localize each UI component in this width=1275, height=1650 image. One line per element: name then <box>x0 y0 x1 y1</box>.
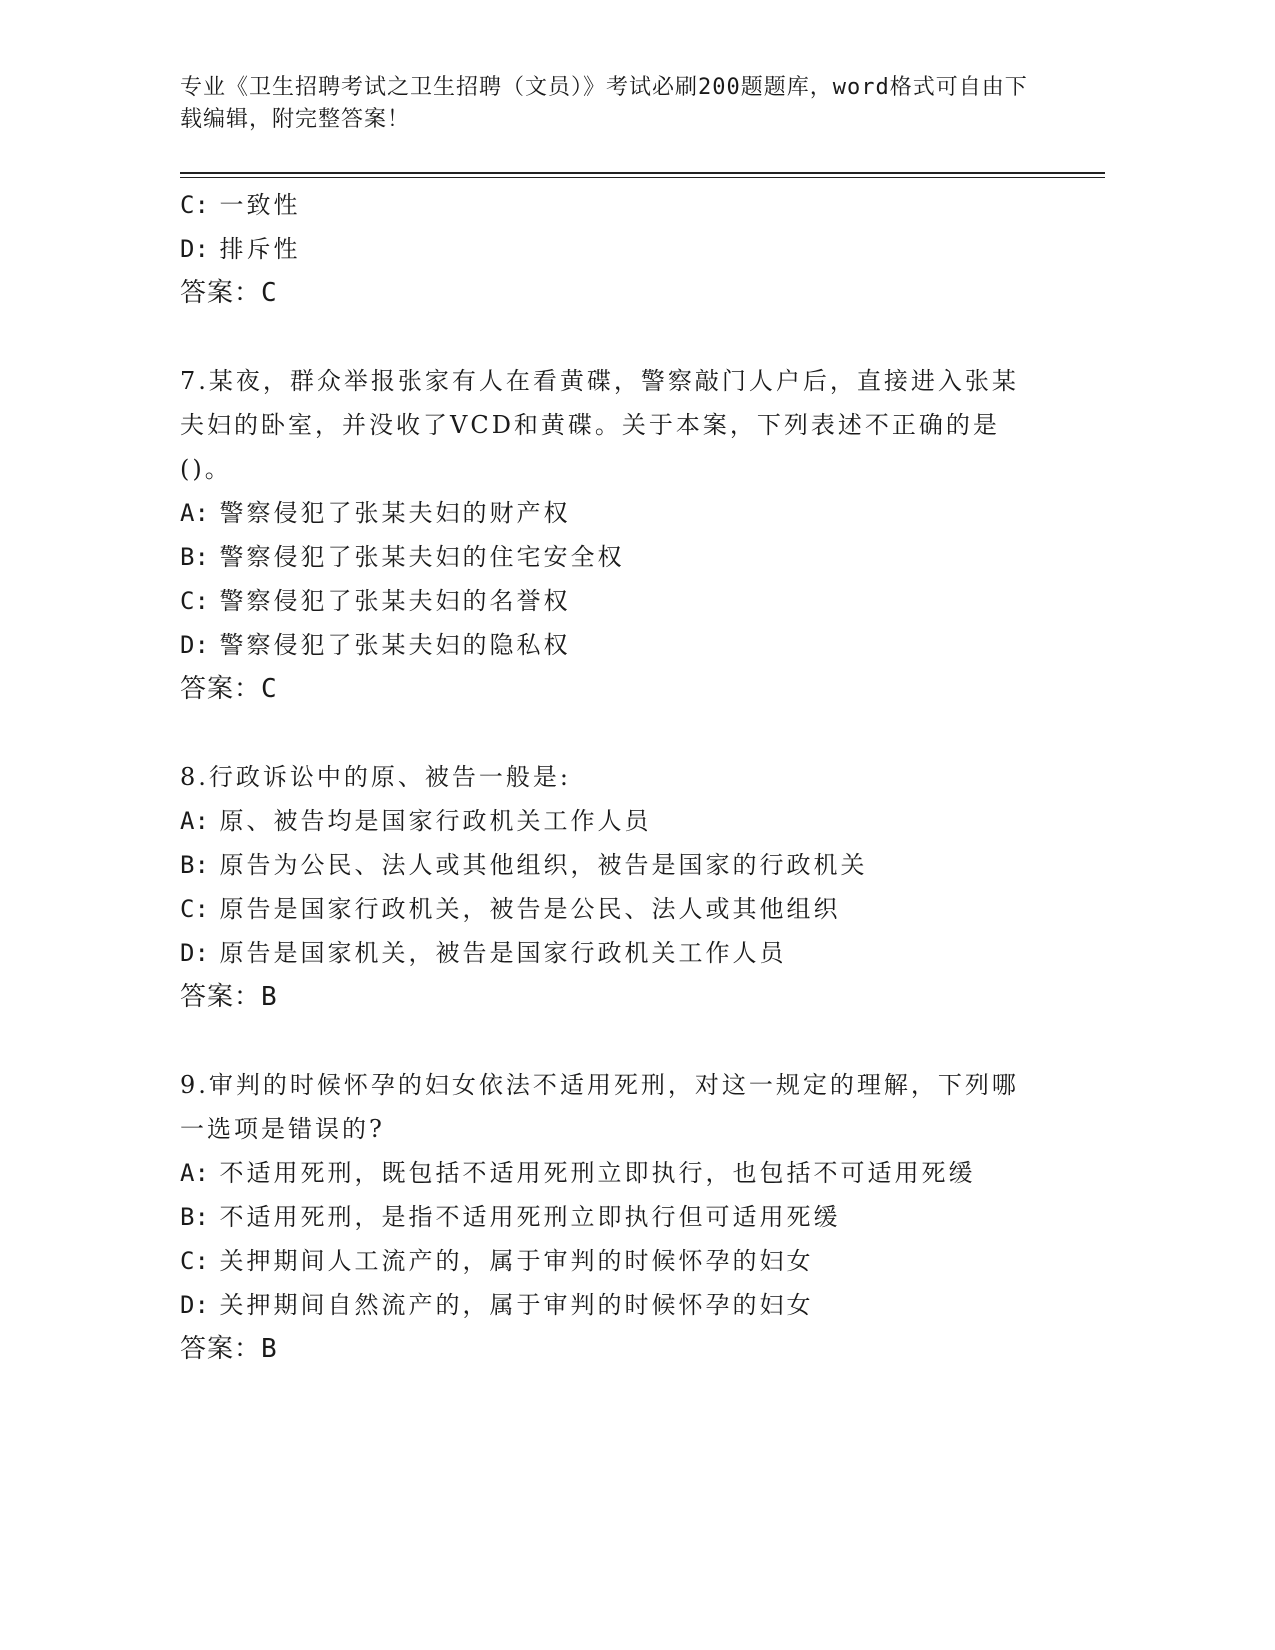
option-b <box>180 843 1040 887</box>
document-header: 专业《卫生招聘考试之卫生招聘（文员）》考试必刷200题题库，word格式可自由下载编辑，附完整答案！ <box>180 75 1028 132</box>
question-text: 7.某夜，群众举报张家有人在看黄碟，警察敲门人户后，直接进入张某夫妇的卧室，并没收了VCD和黄碟。关于本案，下列表述不正确的是()。 <box>180 367 1019 483</box>
option-label: C: <box>180 191 209 219</box>
answer-line <box>180 1327 1040 1371</box>
option-text: 原告是国家机关，被告是国家行政机关工作人员 <box>219 939 787 967</box>
option-d <box>180 1283 1040 1327</box>
option-a <box>180 1151 1040 1195</box>
option-text: 警察侵犯了张某夫妇的名誉权 <box>219 587 571 615</box>
document-body <box>180 183 1040 1371</box>
answer-label: 答案： <box>180 1334 262 1364</box>
option-label: D: <box>180 1291 209 1319</box>
option-label: D: <box>180 235 209 263</box>
option-label: A: <box>180 499 209 527</box>
answer-label: 答案： <box>180 982 262 1012</box>
question-text: 8.行政诉讼中的原、被告一般是: <box>180 763 571 791</box>
question-9 <box>180 1063 1040 1371</box>
option-a <box>180 491 1040 535</box>
header-divider-thin <box>180 177 1105 178</box>
option-label: A: <box>180 807 209 835</box>
answer-value: C <box>261 674 278 704</box>
option-text: 关押期间人工流产的，属于审判的时候怀孕的妇女 <box>219 1247 814 1275</box>
option-label: B: <box>180 543 209 571</box>
option-d <box>180 623 1040 667</box>
option-b <box>180 535 1040 579</box>
answer-line <box>180 667 1040 711</box>
question-7 <box>180 359 1040 711</box>
option-d <box>180 931 1040 975</box>
previous-question-fragment <box>180 183 1040 315</box>
option-c <box>180 183 1040 227</box>
question-text: 9.审判的时候怀孕的妇女依法不适用死刑，对这一规定的理解，下列哪一选项是错误的? <box>180 1071 1019 1143</box>
option-text: 不适用死刑，既包括不适用死刑立即执行，也包括不可适用死缓 <box>219 1159 976 1187</box>
option-d <box>180 227 1040 271</box>
option-label: A: <box>180 1159 209 1187</box>
answer-value: C <box>261 278 278 308</box>
answer-value: B <box>261 1334 278 1364</box>
header-divider-thick <box>180 172 1105 174</box>
option-c <box>180 1239 1040 1283</box>
option-text: 关押期间自然流产的，属于审判的时候怀孕的妇女 <box>219 1291 814 1319</box>
question-8 <box>180 755 1040 1019</box>
answer-value: B <box>261 982 278 1012</box>
option-label: C: <box>180 1247 209 1275</box>
option-label: C: <box>180 587 209 615</box>
answer-label: 答案： <box>180 674 262 704</box>
option-label: D: <box>180 939 209 967</box>
answer-line <box>180 271 1040 315</box>
option-text: 警察侵犯了张某夫妇的住宅安全权 <box>219 543 625 571</box>
option-text: 警察侵犯了张某夫妇的财产权 <box>219 499 571 527</box>
option-text: 原告为公民、法人或其他组织，被告是国家的行政机关 <box>219 851 868 879</box>
option-text: 排斥性 <box>219 235 301 263</box>
option-c <box>180 887 1040 931</box>
option-text: 原告是国家行政机关，被告是公民、法人或其他组织 <box>219 895 841 923</box>
option-label: B: <box>180 851 209 879</box>
option-label: D: <box>180 631 209 659</box>
option-a <box>180 799 1040 843</box>
option-text: 原、被告均是国家行政机关工作人员 <box>219 807 652 835</box>
option-label: C: <box>180 895 209 923</box>
option-text: 警察侵犯了张某夫妇的隐私权 <box>219 631 571 659</box>
option-text: 一致性 <box>219 191 301 219</box>
option-c <box>180 579 1040 623</box>
option-label: B: <box>180 1203 209 1231</box>
option-text: 不适用死刑，是指不适用死刑立即执行但可适用死缓 <box>219 1203 841 1231</box>
option-b <box>180 1195 1040 1239</box>
answer-line <box>180 975 1040 1019</box>
answer-label: 答案： <box>180 278 262 308</box>
